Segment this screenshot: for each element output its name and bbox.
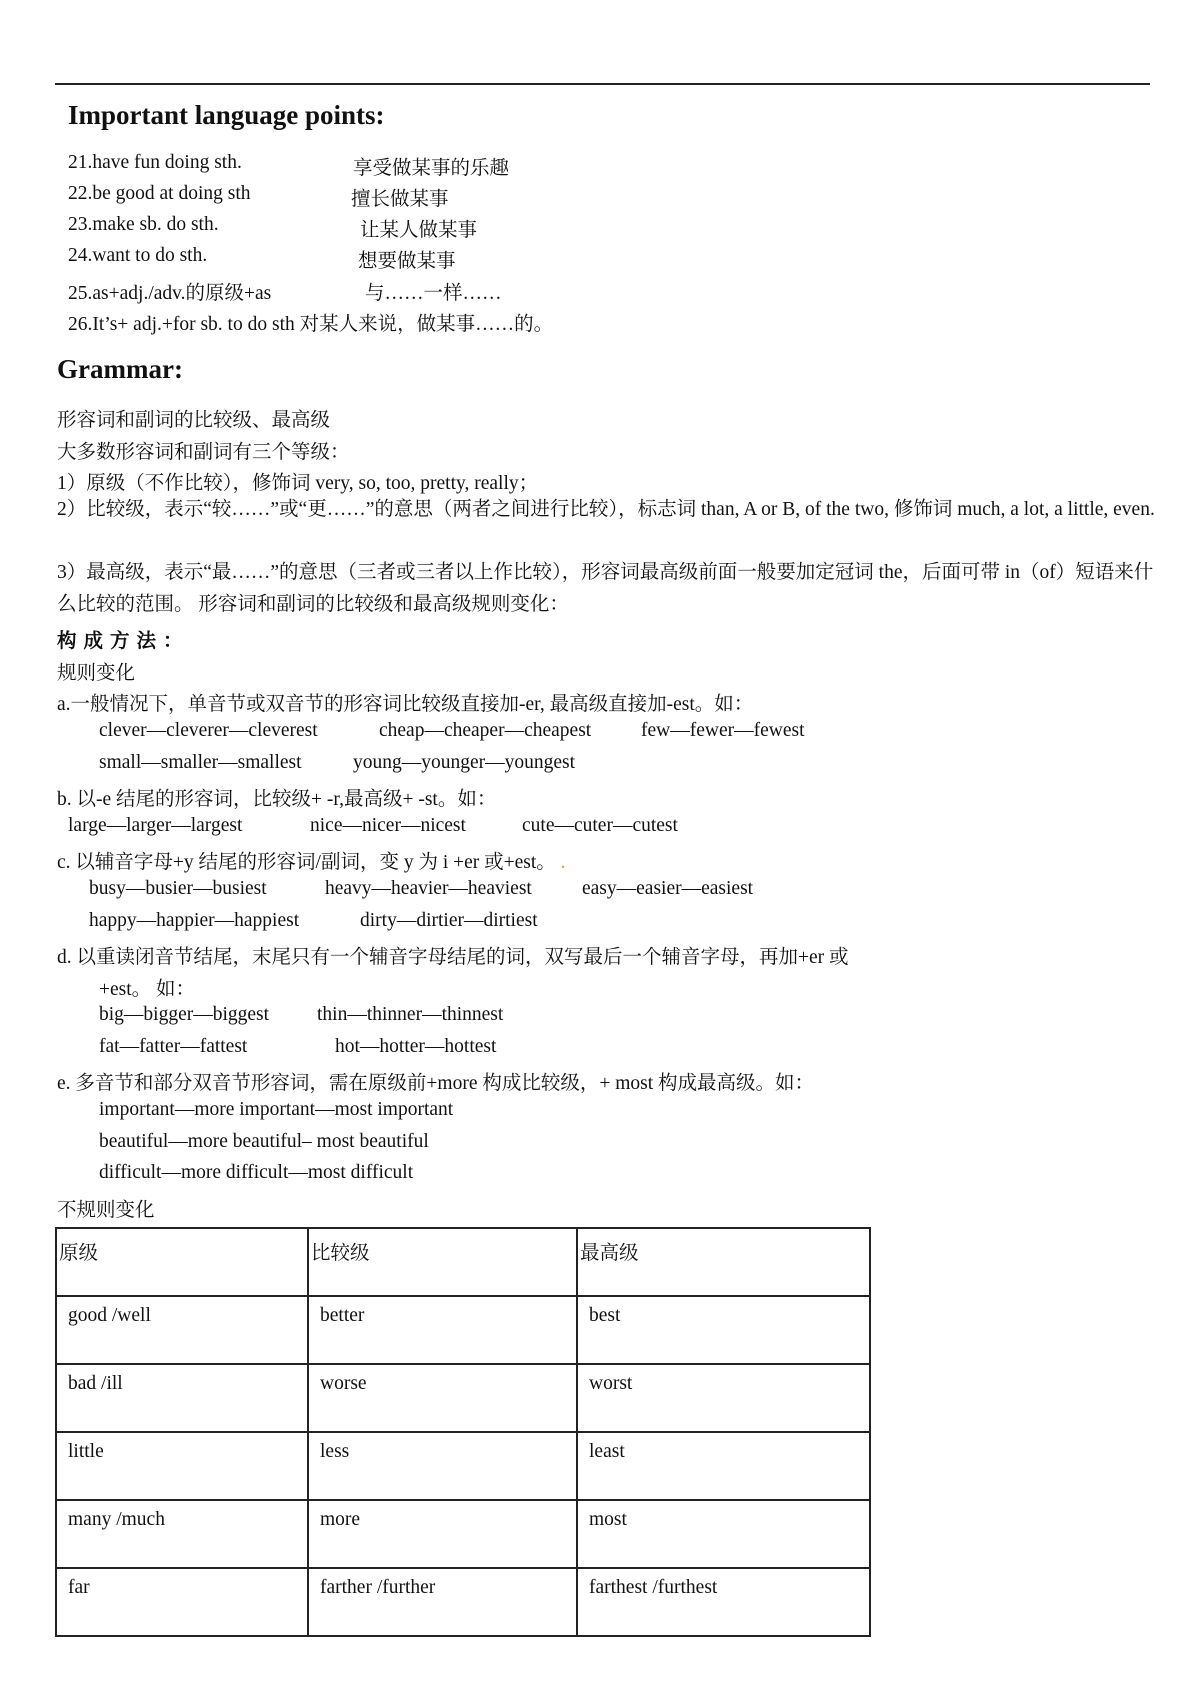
table-cell: farther /further — [308, 1568, 577, 1636]
table-cell: worse — [308, 1364, 577, 1432]
example: easy—easier—easiest — [582, 878, 754, 899]
language-point-cn: 与……一样…… — [365, 283, 502, 304]
rule-a-examples-1 — [99, 720, 805, 742]
grammar-intro: 大多数形容词和副词有三个等级： — [57, 442, 350, 463]
rule-d-examples-2 — [99, 1036, 496, 1058]
table-cell: most — [577, 1500, 870, 1568]
language-point-en: 24.want to do sth. — [68, 245, 208, 266]
rule-d-examples-1 — [99, 1004, 503, 1026]
table-row — [56, 1568, 870, 1636]
language-point-en: 23.make sb. do sth. — [68, 214, 219, 235]
rule-c-examples-1 — [89, 878, 753, 900]
rule-a-examples-2 — [99, 752, 575, 774]
header-cell-superlative: 最高级 — [577, 1228, 870, 1296]
example: large—larger—largest — [68, 815, 243, 836]
table-cell: least — [577, 1432, 870, 1500]
example: small—smaller—smallest — [99, 752, 302, 773]
language-point-cn: 擅长做某事 — [351, 189, 449, 210]
language-point-26 — [68, 308, 553, 336]
grammar-heading: Grammar: — [57, 354, 183, 384]
rule-e-example: important—more important—most important — [99, 1099, 454, 1120]
rule-c — [57, 846, 566, 874]
table-cell: bad /ill — [56, 1364, 308, 1432]
table-cell: worst — [577, 1364, 870, 1432]
table-cell: better — [308, 1296, 577, 1364]
example: dirty—dirtier—dirtiest — [360, 910, 538, 931]
rule-e-example: difficult—more difficult—most difficult — [99, 1162, 414, 1183]
rule-e-example: beautiful—more beautiful– most beautiful — [99, 1131, 429, 1152]
rule-c-examples-2 — [89, 910, 538, 932]
language-point-cn: 享受做某事的乐趣 — [353, 158, 510, 179]
table-cell: best — [577, 1296, 870, 1364]
example: fat—fatter—fattest — [99, 1036, 248, 1057]
language-point-cn: 让某人做某事 — [360, 220, 478, 241]
table-cell: more — [308, 1500, 577, 1568]
example: few—fewer—fewest — [641, 720, 805, 741]
language-point-22 — [68, 183, 449, 210]
table-cell: far — [56, 1568, 308, 1636]
language-points-heading: Important language points: — [68, 100, 385, 130]
table-row — [56, 1432, 870, 1500]
table-row — [56, 1364, 870, 1432]
language-point-en: 25.as+adj./adv.的原级+as — [68, 283, 272, 304]
example: clever—cleverer—cleverest — [99, 720, 318, 741]
highlight-mark: . — [560, 852, 566, 873]
example: cheap—cheaper—cheapest — [379, 720, 592, 741]
language-point-25 — [68, 277, 502, 305]
grammar-superlative: 3）最高级，表示“最……”的意思（三者或三者以上作比较），形容词最高级前面一般要加定冠词 the，后面可带 in（of）短语来什么比较的范围。 形容词和副词的比较级和最高级规则变化： — [57, 562, 1154, 615]
grammar-comparative: 2）比较级，表示“较……”或“更……”的意思（两者之间进行比较），标志词 than, A or B, of the two, 修饰词 much, a lot, a little, even. — [57, 499, 1155, 520]
table-cell: many /much — [56, 1500, 308, 1568]
example: hot—hotter—hottest — [335, 1036, 497, 1057]
rule-a: a.一般情况下，单音节或双音节的形容词比较级直接加-er, 最高级直接加-est。如： — [57, 694, 754, 715]
rule-c-text: c. 以辅音字母+y 结尾的形容词/副词，变 y 为 i +er 或+est。 — [57, 852, 556, 873]
language-point-en: 26.It’s+ adj.+for sb. to do sth 对某人来说，做某事……的。 — [68, 314, 554, 335]
example: young—younger—youngest — [353, 752, 576, 773]
top-divider — [55, 83, 1150, 85]
language-point-24 — [68, 245, 456, 272]
rule-d: d. 以重读闭音节结尾，末尾只有一个辅音字母结尾的词，双写最后一个辅音字母，再加+er 或 — [57, 947, 849, 968]
example: busy—busier—busiest — [89, 878, 267, 899]
grammar-positive: 1）原级（不作比较），修饰词 very, so, too, pretty, really； — [57, 473, 539, 494]
method-title: 构成方法： — [57, 631, 190, 652]
rule-d-continued: +est。 如： — [99, 979, 196, 1000]
language-point-en: 21.have fun doing sth. — [68, 152, 242, 173]
header-cell-comparative: 比较级 — [308, 1228, 577, 1296]
header-cell-positive: 原级 — [56, 1228, 308, 1296]
grammar-topic: 形容词和副词的比较级、最高级 — [57, 410, 331, 431]
example: big—bigger—biggest — [99, 1004, 270, 1025]
language-point-en: 22.be good at doing sth — [68, 183, 251, 204]
example: cute—cuter—cutest — [522, 815, 678, 836]
rule-b-examples — [68, 815, 678, 837]
language-point-23 — [68, 214, 478, 241]
example: nice—nicer—nicest — [310, 815, 466, 836]
example: thin—thinner—thinnest — [317, 1004, 504, 1025]
rule-e: e. 多音节和部分双音节形容词，需在原级前+more 构成比较级，+ most 构成最高级。如： — [57, 1073, 815, 1094]
table-cell: good /well — [56, 1296, 308, 1364]
irregular-table — [55, 1227, 871, 1637]
table-row — [56, 1500, 870, 1568]
rule-b: b. 以-e 结尾的形容词，比较级+ -r,最高级+ -st。如： — [57, 789, 497, 810]
language-point-21 — [68, 152, 510, 179]
table-header-row — [56, 1228, 870, 1296]
regular-title: 规则变化 — [57, 663, 136, 684]
example: happy—happier—happiest — [89, 910, 300, 931]
language-point-cn: 想要做某事 — [358, 251, 456, 272]
example: heavy—heavier—heaviest — [325, 878, 532, 899]
table-cell: little — [56, 1432, 308, 1500]
table-row — [56, 1296, 870, 1364]
table-cell: farthest /furthest — [577, 1568, 870, 1636]
table-cell: less — [308, 1432, 577, 1500]
irregular-title: 不规则变化 — [57, 1200, 155, 1221]
